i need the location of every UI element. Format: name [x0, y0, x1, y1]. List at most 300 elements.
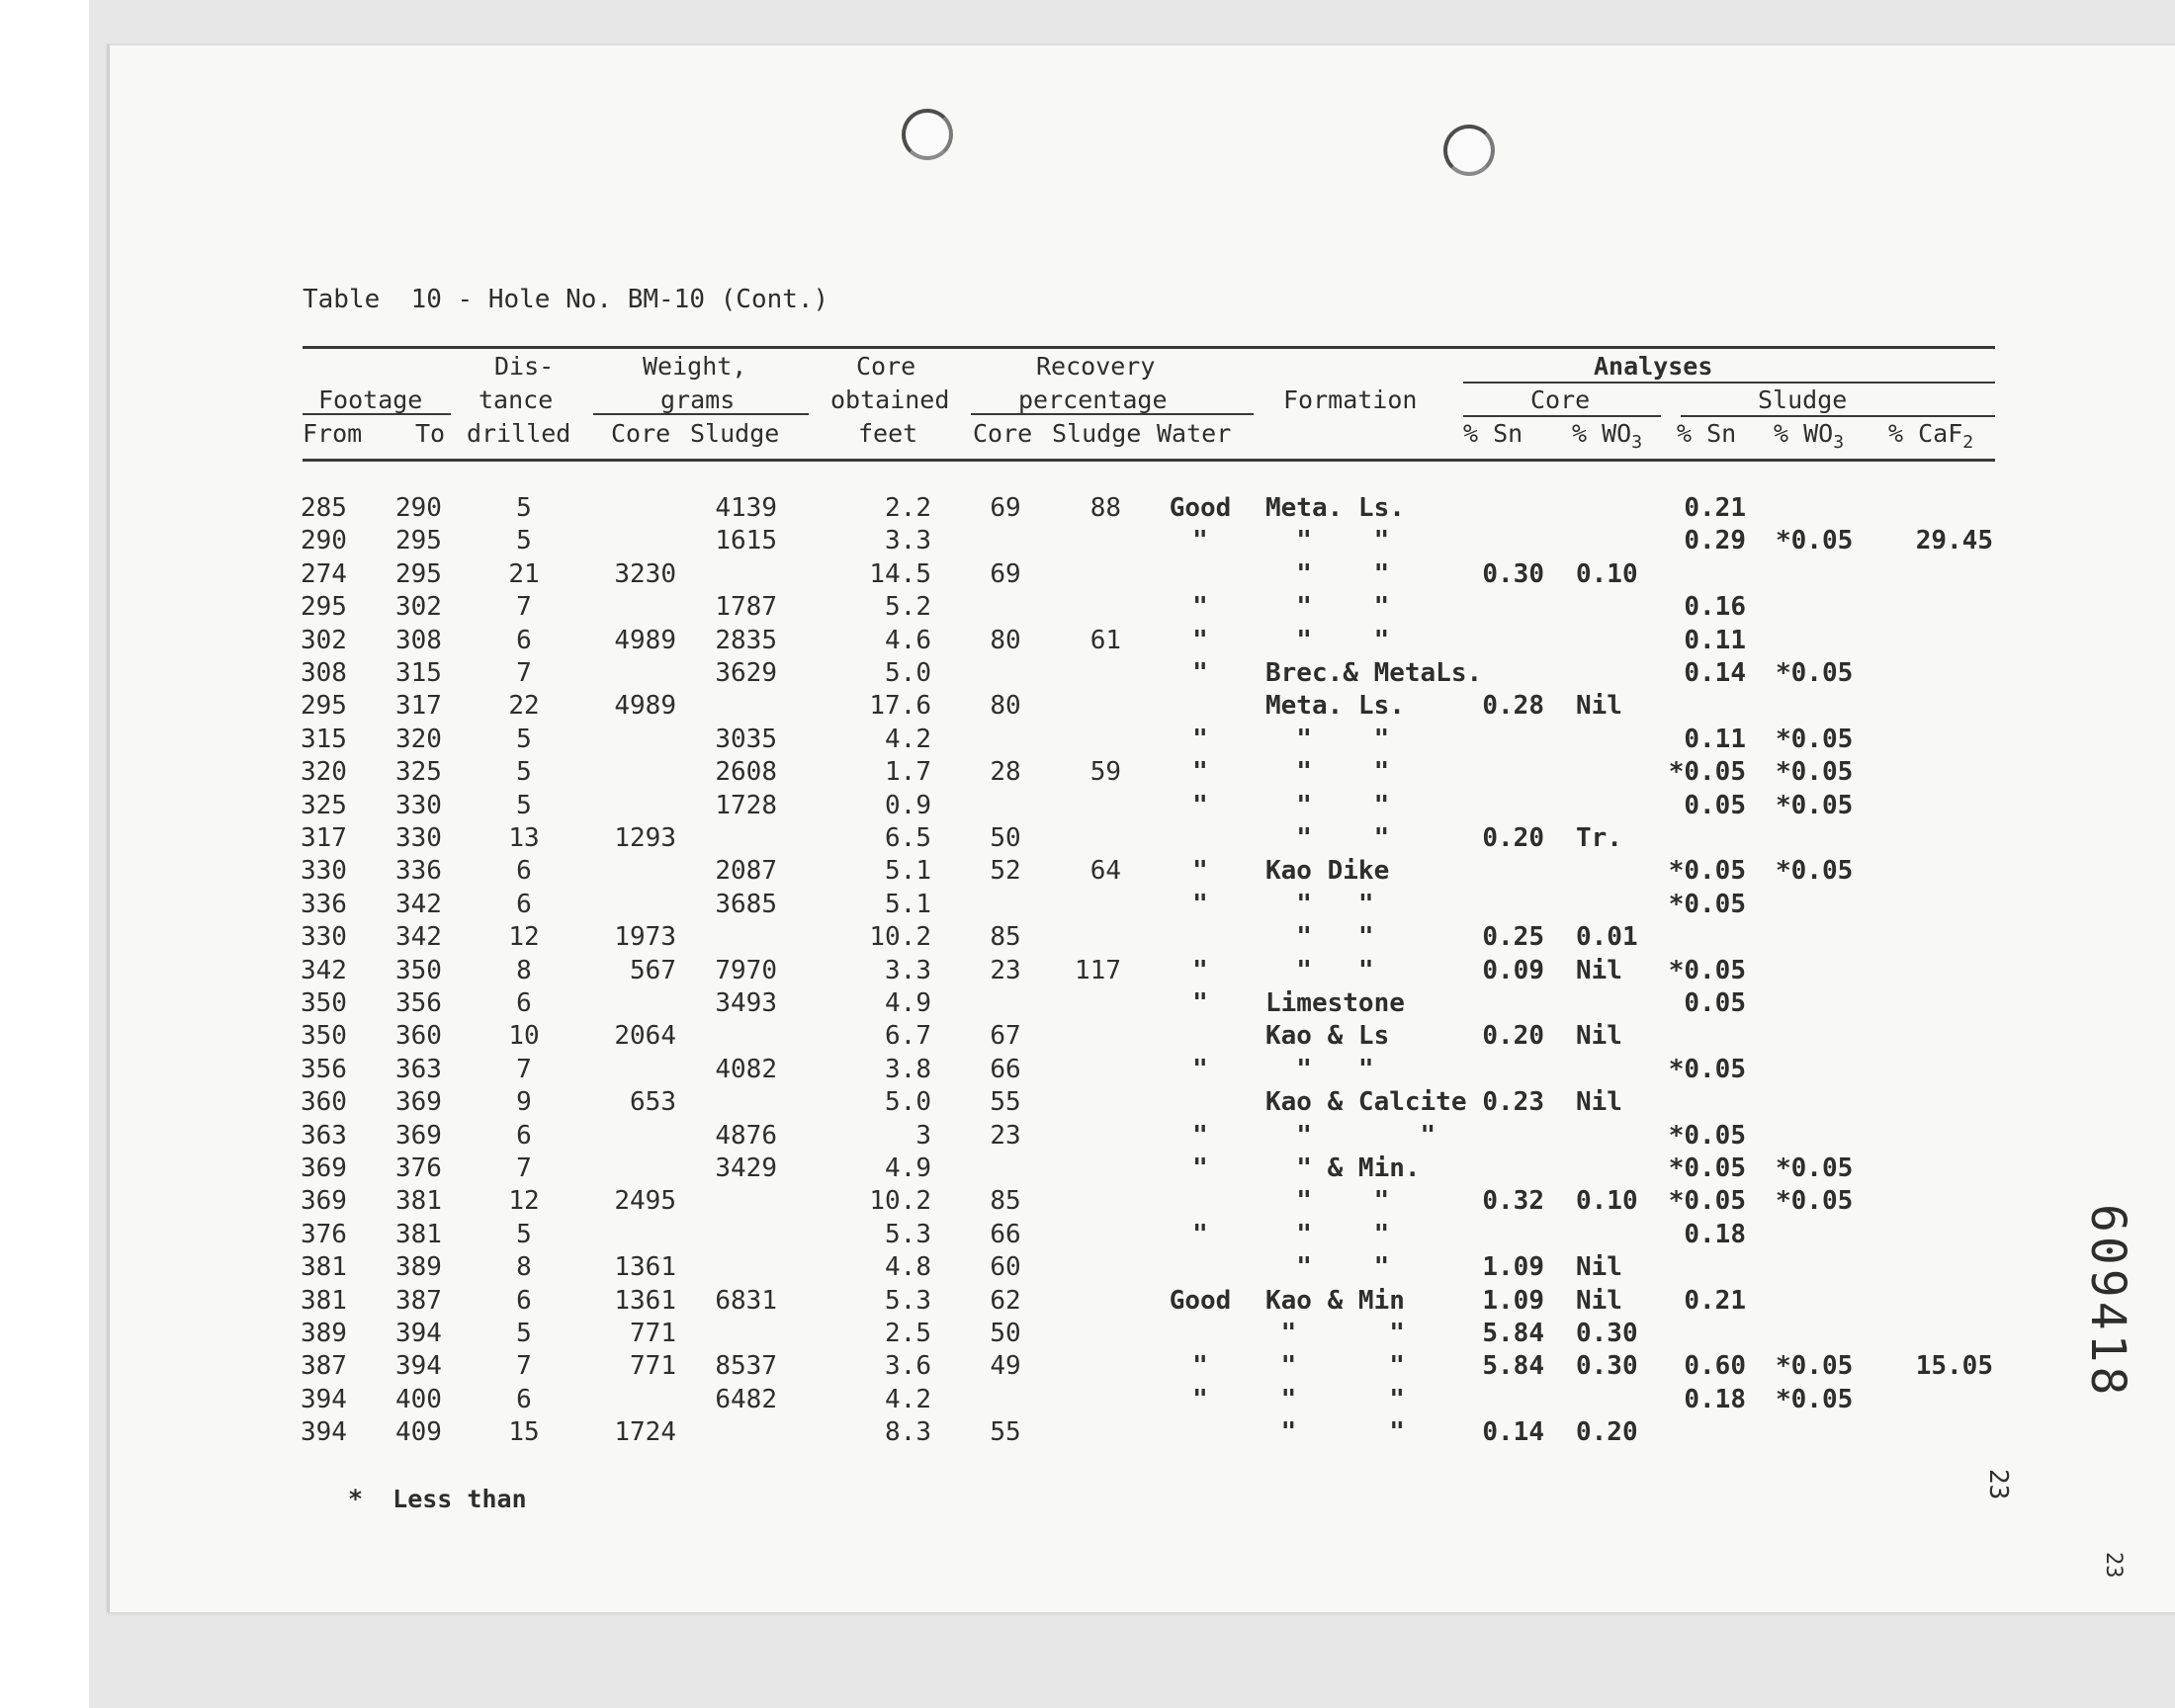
table-row: [0, 987, 2076, 1020]
cell-from: 387: [301, 1351, 347, 1382]
cell-feet: 17.6: [869, 691, 931, 722]
cell-rec-core: 85: [990, 1186, 1021, 1217]
cell-to: 330: [395, 790, 442, 820]
cell-sl-caf2: 29.45: [1915, 526, 1993, 556]
table-row: [0, 591, 2076, 624]
cell-form-a: " ": [1265, 625, 1390, 655]
cell-rec-core: 50: [990, 1319, 1021, 1348]
cell-to: 400: [395, 1384, 442, 1414]
cell-core-wo3: 0.30: [1576, 1351, 1638, 1382]
cell-core-sn: 0.32: [1482, 1186, 1544, 1217]
cell-feet: 3.3: [885, 526, 931, 556]
table-row: [0, 1185, 2076, 1218]
cell-sl-wo3: *0.05: [1776, 1351, 1854, 1382]
table-row: [0, 492, 2076, 525]
cell-rec-core: 55: [990, 1087, 1021, 1118]
cell-form-a: " & Min.: [1265, 1153, 1421, 1183]
cell-form-a: " ": [1265, 526, 1390, 556]
cell-core-sn: 1.09: [1482, 1252, 1544, 1283]
footnote: * Less than: [348, 1485, 527, 1513]
cell-form-a: " ": [1265, 1384, 1405, 1414]
cell-from: 274: [301, 558, 347, 589]
cell-form-a: " ": [1265, 790, 1390, 820]
cell-core-sn: 0.23: [1482, 1087, 1544, 1118]
cell-rec-core: 66: [990, 1219, 1021, 1249]
cell-feet: 6.5: [885, 823, 931, 853]
weight-rule: [593, 413, 809, 415]
table-row: [0, 1350, 2076, 1383]
cell-sl-sn: 0.14: [1684, 658, 1746, 688]
cell-w-sludge: 4082: [715, 1054, 777, 1084]
cell-w-sludge: 4139: [715, 493, 777, 523]
cell-feet: 3: [915, 1120, 931, 1151]
cell-to: 325: [395, 757, 442, 788]
table-row: [0, 1251, 2076, 1284]
cell-form-a: Kao Dike: [1265, 856, 1390, 887]
cell-w-core: 4989: [614, 691, 676, 722]
cell-core-wo3: Nil: [1576, 1252, 1622, 1283]
header-weight-core: Core: [611, 419, 671, 448]
cell-from: 376: [301, 1219, 347, 1249]
cell-feet: 5.3: [885, 1285, 931, 1316]
cell-to: 369: [395, 1087, 442, 1118]
cell-rec-core: 52: [990, 856, 1021, 887]
analyses-core-rule: [1463, 415, 1661, 417]
cell-form-a: " ": [1265, 1351, 1405, 1382]
cell-from: 317: [301, 823, 347, 853]
cell-sl-sn: *0.05: [1668, 1186, 1746, 1217]
cell-water: Good: [1169, 493, 1232, 523]
cell-to: 317: [395, 691, 442, 722]
cell-water: ": [1192, 1384, 1208, 1414]
cell-sl-sn: *0.05: [1668, 757, 1746, 788]
cell-w-core: 1293: [614, 823, 676, 853]
cell-w-sludge: 1615: [715, 526, 777, 556]
cell-w-core: 1724: [614, 1417, 676, 1448]
cell-to: 320: [395, 724, 442, 754]
cell-feet: 4.6: [885, 625, 931, 655]
cell-to: 394: [395, 1319, 442, 1348]
table-row: [0, 1086, 2076, 1119]
header-recovery-sludge: Sludge: [1052, 419, 1142, 448]
cell-sl-sn: *0.05: [1668, 889, 1746, 919]
cell-sl-sn: 0.11: [1684, 625, 1746, 655]
cell-from: 330: [301, 922, 347, 953]
cell-sl-sn: *0.05: [1668, 856, 1746, 887]
header-sludge-caf2-label: % CaF: [1888, 419, 1963, 448]
cell-water: ": [1192, 757, 1208, 788]
cell-core-sn: 1.09: [1482, 1285, 1544, 1316]
cell-feet: 4.2: [885, 724, 931, 754]
header-core-wo3-sub: 3: [1631, 432, 1643, 453]
cell-to: 315: [395, 658, 442, 688]
cell-water: ": [1192, 526, 1208, 556]
header-sludge-wo3-label: % WO: [1774, 419, 1834, 448]
header-sludge-caf2-sub: 2: [1962, 432, 1974, 453]
cell-form-a: " ": [1265, 955, 1374, 985]
cell-to: 308: [395, 625, 442, 655]
cell-w-sludge: 3685: [715, 889, 777, 919]
cell-core-sn: 0.28: [1482, 691, 1544, 722]
cell-drilled: 5: [516, 1319, 532, 1348]
cell-drilled: 8: [516, 955, 532, 985]
table-row: [0, 1285, 2076, 1318]
table-title: Table 10 - Hole No. BM-10 (Cont.): [303, 285, 829, 314]
cell-to: 356: [395, 988, 442, 1018]
footage-rule: [303, 413, 451, 415]
cell-drilled: 6: [516, 988, 532, 1018]
header-recovery-1: Recovery: [1036, 352, 1156, 381]
cell-feet: 3.3: [885, 955, 931, 985]
cell-rec-core: 69: [990, 558, 1021, 589]
cell-form-a: " ": [1265, 1120, 1436, 1151]
cell-to: 295: [395, 558, 442, 589]
cell-from: 369: [301, 1186, 347, 1217]
cell-from: 308: [301, 658, 347, 688]
cell-rec-core: 50: [990, 823, 1021, 853]
cell-rec-core: 67: [990, 1021, 1021, 1052]
cell-drilled: 21: [508, 558, 540, 589]
cell-form-a: " ": [1265, 1417, 1405, 1448]
cell-water: ": [1192, 1054, 1208, 1084]
header-core-obtained-1: Core: [856, 352, 916, 381]
cell-core-sn: 0.20: [1482, 1021, 1544, 1052]
cell-feet: 4.2: [885, 1384, 931, 1414]
table-row: [0, 1318, 2076, 1350]
cell-to: 363: [395, 1054, 442, 1084]
cell-rec-core: 62: [990, 1285, 1021, 1316]
cell-rec-core: 69: [990, 493, 1021, 523]
cell-w-core: 653: [630, 1087, 676, 1118]
cell-core-sn: 5.84: [1482, 1319, 1544, 1348]
cell-feet: 1.7: [885, 757, 931, 788]
cell-core-wo3: Nil: [1576, 1285, 1622, 1316]
cell-rec-sludge: 117: [1075, 955, 1121, 985]
cell-sl-sn: *0.05: [1668, 1153, 1746, 1183]
cell-drilled: 6: [516, 889, 532, 919]
cell-core-wo3: Tr.: [1576, 823, 1622, 853]
header-from: From: [303, 419, 363, 448]
cell-from: 320: [301, 757, 347, 788]
header-analyses-sludge: Sludge: [1758, 385, 1848, 414]
cell-drilled: 5: [516, 790, 532, 820]
header-to: To: [415, 419, 446, 448]
cell-w-sludge: 1787: [715, 592, 777, 623]
archive-stamp: 609418: [2080, 1204, 2135, 1400]
cell-feet: 2.5: [885, 1319, 931, 1348]
cell-water: ": [1192, 790, 1208, 820]
cell-core-sn: 0.20: [1482, 823, 1544, 853]
cell-feet: 10.2: [869, 922, 931, 953]
cell-from: 290: [301, 526, 347, 556]
cell-w-core: 567: [630, 955, 676, 985]
cell-from: 369: [301, 1153, 347, 1183]
cell-rec-sludge: 61: [1089, 625, 1121, 655]
table-row: [0, 1416, 2076, 1449]
cell-rec-core: 23: [990, 1120, 1021, 1151]
cell-drilled: 7: [516, 1054, 532, 1084]
cell-form-a: Kao & Ls: [1265, 1021, 1390, 1052]
cell-w-core: 3230: [614, 558, 676, 589]
table-row: [0, 1020, 2076, 1053]
header-recovery-water: Water: [1157, 419, 1232, 448]
header-sludge-wo3-sub: 3: [1833, 432, 1845, 453]
cell-to: 330: [395, 823, 442, 853]
cell-rec-core: 85: [990, 922, 1021, 953]
cell-w-sludge: 2835: [715, 625, 777, 655]
cell-from: 336: [301, 889, 347, 919]
cell-from: 285: [301, 493, 347, 523]
cell-w-sludge: 2087: [715, 856, 777, 887]
cell-form-a: " ": [1265, 922, 1374, 953]
cell-feet: 4.8: [885, 1252, 931, 1283]
cell-core-sn: 0.25: [1482, 922, 1544, 953]
cell-drilled: 12: [508, 1186, 540, 1217]
cell-from: 325: [301, 790, 347, 820]
cell-water: ": [1192, 889, 1208, 919]
header-recovery-2: percentage: [1018, 385, 1168, 414]
cell-core-wo3: Nil: [1576, 1087, 1622, 1118]
cell-w-sludge: 3629: [715, 658, 777, 688]
cell-rec-core: 55: [990, 1417, 1021, 1448]
cell-from: 363: [301, 1120, 347, 1151]
cell-w-core: 4989: [614, 625, 676, 655]
cell-water: ": [1192, 955, 1208, 985]
header-formation: Formation: [1283, 385, 1418, 414]
header-sludge-wo3: [1774, 419, 1844, 458]
cell-drilled: 5: [516, 493, 532, 523]
cell-sl-caf2: 15.05: [1915, 1351, 1993, 1382]
cell-w-sludge: 3429: [715, 1153, 777, 1183]
cell-drilled: 15: [508, 1417, 540, 1448]
cell-from: 360: [301, 1087, 347, 1118]
cell-drilled: 7: [516, 592, 532, 623]
cell-core-sn: 0.30: [1482, 558, 1544, 589]
cell-water: ": [1192, 1153, 1208, 1183]
punch-hole-left: [902, 109, 953, 160]
cell-water: ": [1192, 658, 1208, 688]
cell-rec-core: 60: [990, 1252, 1021, 1283]
cell-sl-sn: *0.05: [1668, 1120, 1746, 1151]
cell-w-core: 771: [630, 1351, 676, 1382]
cell-to: 369: [395, 1120, 442, 1151]
cell-feet: 4.9: [885, 1153, 931, 1183]
cell-w-sludge: 1728: [715, 790, 777, 820]
cell-w-core: 1361: [614, 1285, 676, 1316]
cell-w-core: 1361: [614, 1252, 676, 1283]
table-row: [0, 790, 2076, 822]
cell-drilled: 7: [516, 1351, 532, 1382]
cell-feet: 5.1: [885, 856, 931, 887]
table-row: [0, 657, 2076, 690]
table-row: [0, 558, 2076, 591]
cell-water: ": [1192, 625, 1208, 655]
cell-core-wo3: 0.20: [1576, 1417, 1638, 1448]
cell-drilled: 5: [516, 757, 532, 788]
cell-from: 350: [301, 988, 347, 1018]
cell-feet: 8.3: [885, 1417, 931, 1448]
cell-sl-sn: 0.16: [1684, 592, 1746, 623]
analyses-rule: [1463, 382, 1995, 384]
cell-sl-sn: 0.18: [1684, 1219, 1746, 1249]
cell-sl-wo3: *0.05: [1776, 1384, 1854, 1414]
cell-water: Good: [1169, 1285, 1232, 1316]
cell-to: 381: [395, 1219, 442, 1249]
cell-to: 350: [395, 955, 442, 985]
cell-water: ": [1192, 1219, 1208, 1249]
cell-to: 342: [395, 922, 442, 953]
cell-feet: 5.3: [885, 1219, 931, 1249]
cell-to: 381: [395, 1186, 442, 1217]
header-core-wo3: [1572, 419, 1642, 458]
cell-feet: 5.0: [885, 658, 931, 688]
cell-rec-core: 28: [990, 757, 1021, 788]
cell-rec-sludge: 88: [1089, 493, 1121, 523]
header-feet: feet: [858, 419, 918, 448]
cell-w-sludge: 8537: [715, 1351, 777, 1382]
table-row: [0, 724, 2076, 756]
cell-from: 315: [301, 724, 347, 754]
table-row: [0, 889, 2076, 921]
cell-to: 290: [395, 493, 442, 523]
cell-feet: 3.8: [885, 1054, 931, 1084]
cell-form-a: " ": [1265, 823, 1390, 853]
cell-feet: 0.9: [885, 790, 931, 820]
cell-sl-sn: 0.18: [1684, 1384, 1746, 1414]
cell-from: 295: [301, 691, 347, 722]
table-row: [0, 1153, 2076, 1185]
cell-sl-wo3: *0.05: [1776, 757, 1854, 788]
cell-to: 389: [395, 1252, 442, 1283]
page-number: 23: [1983, 1469, 2013, 1500]
header-analyses: Analyses: [1594, 352, 1713, 381]
cell-w-sludge: 3035: [715, 724, 777, 754]
cell-drilled: 10: [508, 1021, 540, 1052]
cell-from: 389: [301, 1319, 347, 1348]
cell-from: 381: [301, 1285, 347, 1316]
cell-feet: 14.5: [869, 558, 931, 589]
header-analyses-core: Core: [1530, 385, 1591, 414]
cell-sl-sn: 0.05: [1684, 988, 1746, 1018]
cell-from: 330: [301, 856, 347, 887]
header-distance-1: Dis-: [494, 352, 555, 381]
cell-feet: 10.2: [869, 1186, 931, 1217]
table-row: [0, 756, 2076, 789]
cell-feet: 4.9: [885, 988, 931, 1018]
table-row: [0, 921, 2076, 954]
header-core-wo3-label: % WO: [1572, 419, 1632, 448]
cell-form-a: " ": [1265, 889, 1374, 919]
cell-to: 376: [395, 1153, 442, 1183]
cell-water: ": [1192, 592, 1208, 623]
header-top-rule: [303, 346, 1995, 349]
header-recovery-core: Core: [973, 419, 1033, 448]
cell-form-a: " ": [1265, 592, 1390, 623]
cell-to: 394: [395, 1351, 442, 1382]
cell-from: 381: [301, 1252, 347, 1283]
table-row: [0, 1120, 2076, 1153]
table-row: [0, 1219, 2076, 1251]
cell-drilled: 6: [516, 1285, 532, 1316]
cell-w-core: 2495: [614, 1186, 676, 1217]
cell-rec-core: 80: [990, 691, 1021, 722]
cell-w-sludge: 3493: [715, 988, 777, 1018]
header-core-obtained-2: obtained: [830, 385, 950, 414]
cell-core-wo3: 0.10: [1576, 558, 1638, 589]
cell-drilled: 5: [516, 1219, 532, 1249]
table-row: [0, 525, 2076, 557]
cell-core-wo3: Nil: [1576, 955, 1622, 985]
cell-sl-sn: 0.11: [1684, 724, 1746, 754]
header-weight-2: grams: [660, 385, 736, 414]
cell-core-wo3: 0.10: [1576, 1186, 1638, 1217]
cell-form-a: Limestone: [1265, 988, 1405, 1018]
cell-core-wo3: Nil: [1576, 691, 1622, 722]
cell-drilled: 6: [516, 856, 532, 887]
cell-core-sn: 5.84: [1482, 1351, 1544, 1382]
margin-note: 23: [2101, 1552, 2126, 1579]
header-bottom-rule: [303, 459, 1995, 462]
cell-to: 387: [395, 1285, 442, 1316]
table-row: [0, 625, 2076, 657]
recovery-rule: [971, 413, 1254, 415]
cell-feet: 5.2: [885, 592, 931, 623]
table-row: [0, 955, 2076, 987]
cell-drilled: 12: [508, 922, 540, 953]
table-row: [0, 1384, 2076, 1416]
cell-to: 360: [395, 1021, 442, 1052]
cell-sl-sn: 0.21: [1684, 1285, 1746, 1316]
cell-w-sludge: 6831: [715, 1285, 777, 1316]
cell-form-a: " ": [1265, 757, 1390, 788]
cell-form-a: " ": [1265, 724, 1390, 754]
cell-to: 409: [395, 1417, 442, 1448]
cell-from: 350: [301, 1021, 347, 1052]
cell-to: 302: [395, 592, 442, 623]
cell-form-a: " ": [1265, 1219, 1390, 1249]
cell-to: 295: [395, 526, 442, 556]
cell-drilled: 8: [516, 1252, 532, 1283]
cell-w-sludge: 7970: [715, 955, 777, 985]
cell-sl-sn: 0.29: [1684, 526, 1746, 556]
cell-rec-sludge: 64: [1089, 856, 1121, 887]
header-sludge-sn: % Sn: [1677, 419, 1737, 448]
cell-sl-sn: 0.05: [1684, 790, 1746, 820]
cell-water: ": [1192, 724, 1208, 754]
cell-water: ": [1192, 988, 1208, 1018]
punch-hole-right: [1443, 125, 1495, 176]
header-weight-sludge: Sludge: [690, 419, 780, 448]
cell-w-core: 771: [630, 1319, 676, 1348]
cell-drilled: 6: [516, 1120, 532, 1151]
header-sludge-caf2: [1888, 419, 1973, 458]
cell-drilled: 5: [516, 724, 532, 754]
cell-form-a: Meta. Ls.: [1265, 691, 1405, 722]
cell-w-core: 2064: [614, 1021, 676, 1052]
header-core-sn: % Sn: [1463, 419, 1523, 448]
cell-drilled: 7: [516, 658, 532, 688]
cell-from: 302: [301, 625, 347, 655]
cell-from: 342: [301, 955, 347, 985]
table-row: [0, 822, 2076, 855]
cell-form-a: " ": [1265, 1186, 1390, 1217]
cell-w-sludge: 2608: [715, 757, 777, 788]
cell-core-wo3: 0.30: [1576, 1319, 1638, 1348]
cell-rec-core: 66: [990, 1054, 1021, 1084]
cell-to: 342: [395, 889, 442, 919]
cell-w-sludge: 6482: [715, 1384, 777, 1414]
cell-drilled: 22: [508, 691, 540, 722]
